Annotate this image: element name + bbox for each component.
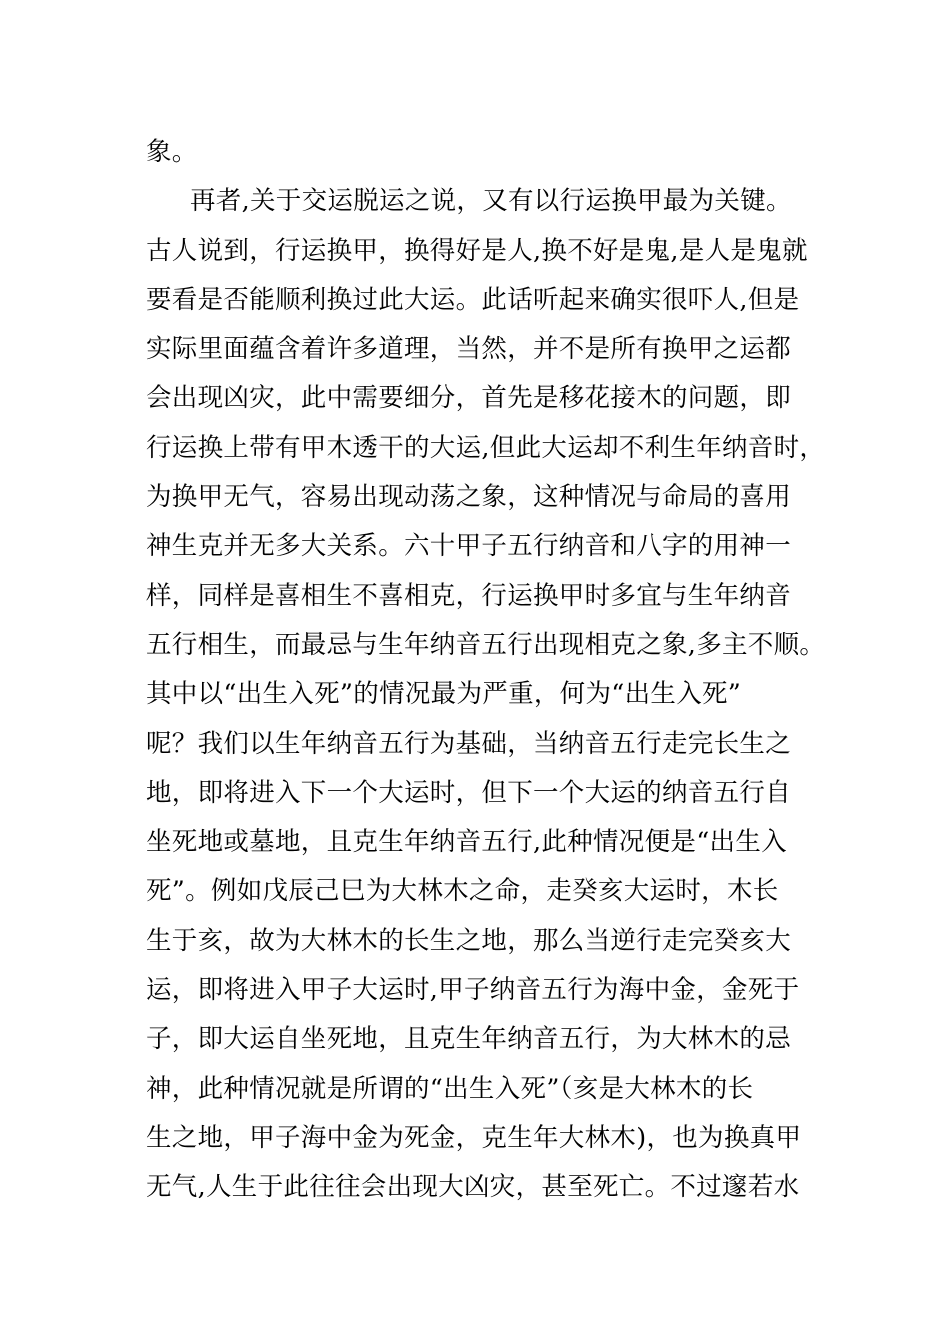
- text-line: 行运换上带有甲木透干的大运,但此大运却不利生年纳音时，: [146, 432, 826, 463]
- text-line: 会出现凶灾，此中需要细分，首先是移花接木的问题，即: [146, 383, 792, 414]
- text-line: 其中以“出生入死”的情况最为严重，何为“出生入死”: [146, 679, 742, 710]
- text-line: 象。: [146, 137, 198, 167]
- text-line: 实际里面蕴含着许多道理，当然，并不是所有换甲之运都: [146, 334, 792, 365]
- text-line: 死”。例如戊辰己巳为大林木之命，走癸亥大运时，木长: [146, 876, 779, 907]
- text-line: 运，即将进入甲子大运时,甲子纳音五行为海中金，金死于: [146, 975, 800, 1006]
- text-line: 要看是否能顺利换过此大运。此话听起来确实很吓人,但是: [146, 284, 800, 315]
- text-line: 子，即大运自坐死地，且克生年纳音五行，为大林木的忌: [146, 1024, 792, 1055]
- text-line: 坐死地或墓地，且克生年纳音五行,此种情况便是“出生入: [146, 827, 787, 858]
- text-line: 为换甲无气，容易出现动荡之象，这种情况与命局的喜用: [146, 482, 792, 513]
- body-text: [146, 128, 826, 1213]
- text-line: 神，此种情况就是所谓的“出生入死”（亥是大林木的长: [146, 1073, 754, 1104]
- text-line: 生之地，甲子海中金为死金，克生年大林木)，也为换真甲: [146, 1122, 802, 1153]
- text-line: 生于亥，故为大林木的长生之地，那么当逆行走完癸亥大: [146, 925, 792, 956]
- text-line: 呢？我们以生年纳音五行为基础，当纳音五行走完长生之: [146, 728, 792, 759]
- text-line: 地，即将进入下一个大运时，但下一个大运的纳音五行自: [146, 777, 792, 808]
- text-line: 五行相生，而最忌与生年纳音五行出现相克之象,多主不顺。: [146, 629, 826, 660]
- text-line: 样，同样是喜相生不喜相克，行运换甲时多宜与生年纳音: [146, 580, 792, 611]
- text-line-paragraph-start: 再者,关于交运脱运之说，又有以行运换甲最为关键。: [190, 186, 792, 217]
- text-line: 神生克并无多大关系。六十甲子五行纳音和八字的用神一: [146, 531, 792, 562]
- text-line: 古人说到，行运换甲，换得好是人,换不好是鬼,是人是鬼就: [146, 235, 808, 266]
- text-line: 无气,人生于此往往会出现大凶灾，甚至死亡。不过邃若水: [146, 1172, 800, 1203]
